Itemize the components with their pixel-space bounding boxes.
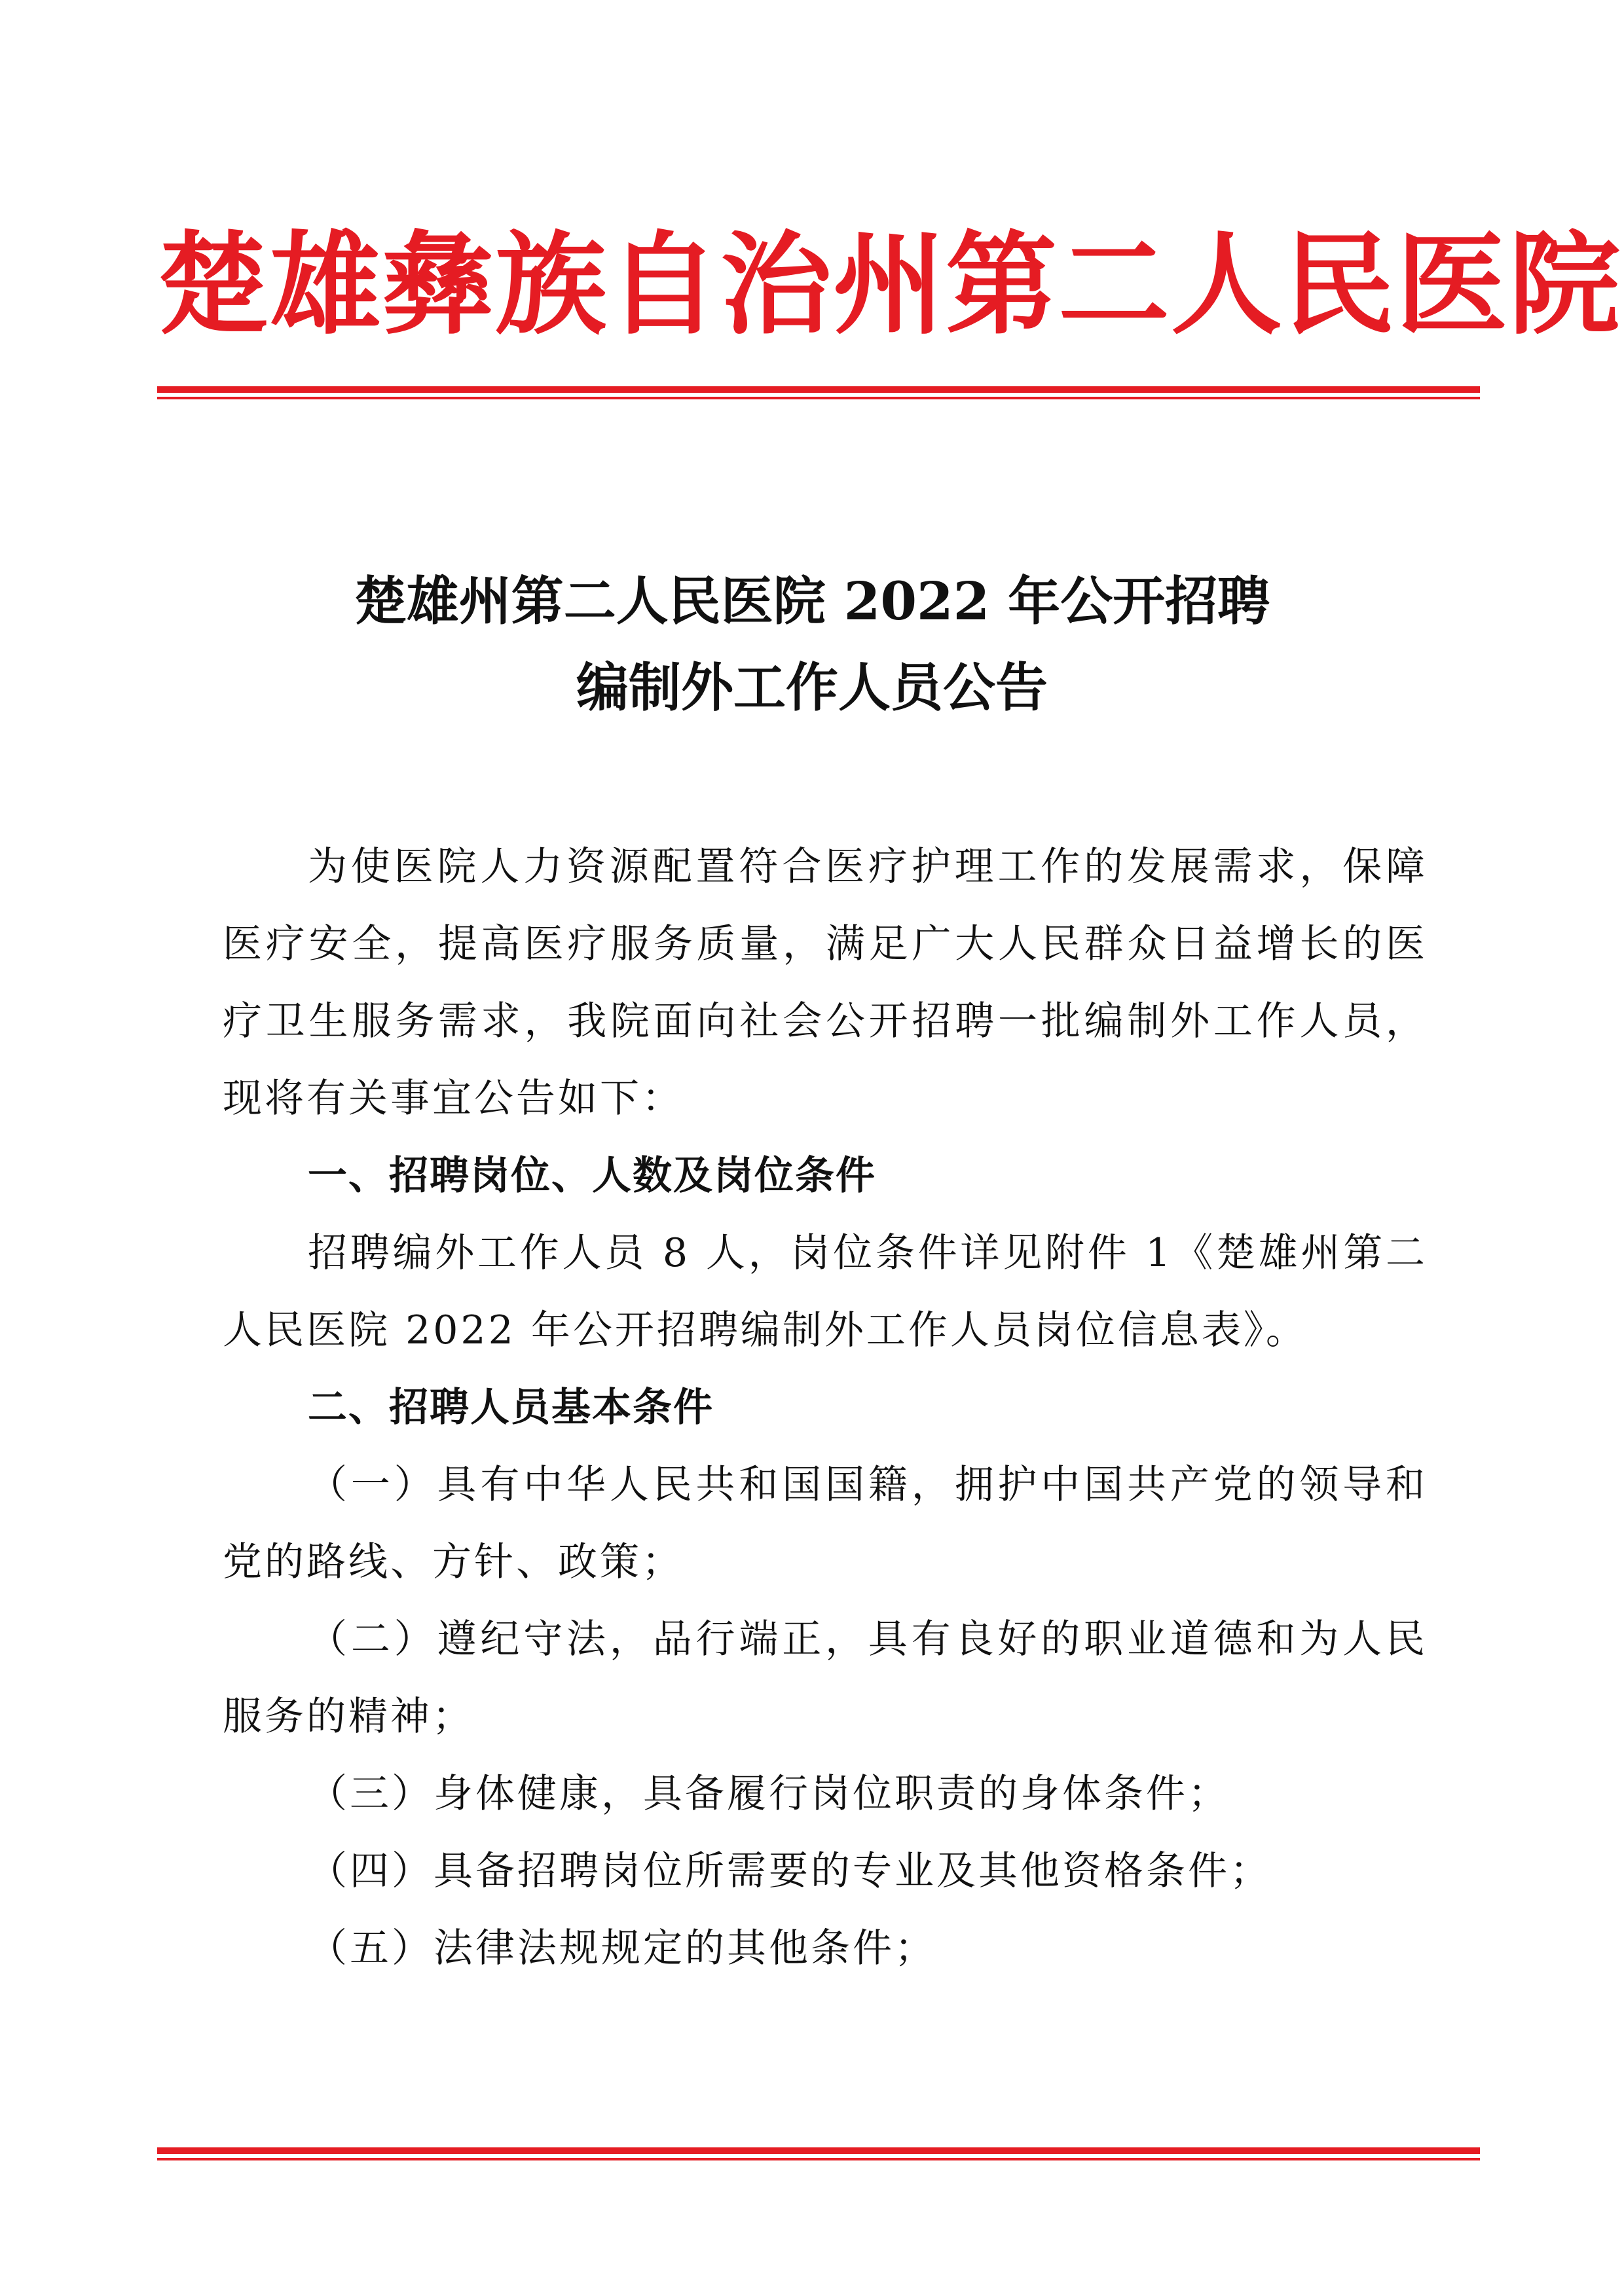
footer-red-rule — [157, 2147, 1480, 2160]
positions-paragraph: 招聘编外工作人员 8 人，岗位条件详见附件 1《楚雄州第二人民医院 2022 年公开招聘编制外工作人员岗位信息表》。 — [223, 1230, 1428, 1353]
notice-body — [223, 828, 1428, 1987]
condition-item-3: （三）身体健康，具备履行岗位职责的身体条件； — [308, 1771, 1230, 1817]
section-heading-positions: 一、招聘岗位、人数及岗位条件 — [308, 1153, 876, 1199]
condition-item-5: （五）法律法规规定的其他条件； — [308, 1925, 936, 1971]
intro-paragraph: 为使医院人力资源配置符合医疗护理工作的发展需求，保障医疗安全，提高医疗服务质量，满足广大人民群众日益增长的医疗卫生服务需求，我院面向社会公开招聘一批编制外工作人员，现将有关事宜公告如下： — [223, 844, 1428, 1121]
condition-item-2: （二）遵纪守法，品行端正，具有良好的职业道德和为人民服务的精神； — [223, 1616, 1428, 1740]
section-heading-conditions: 二、招聘人员基本条件 — [308, 1385, 714, 1430]
masthead-red-rule — [157, 386, 1480, 399]
condition-item-4: （四）具备招聘岗位所需要的专业及其他资格条件； — [308, 1848, 1272, 1894]
notice-title-line2: 编制外工作人员公告 — [576, 657, 1048, 718]
notice-title-line1: 楚雄州第二人民医院 2022 年公开招聘 — [354, 570, 1270, 632]
masthead-org-name: 楚雄彝族自治州第二人民医院 — [157, 219, 1622, 350]
condition-item-1: （一）具有中华人民共和国国籍，拥护中国共产党的领导和党的路线、方针、政策； — [223, 1462, 1428, 1585]
